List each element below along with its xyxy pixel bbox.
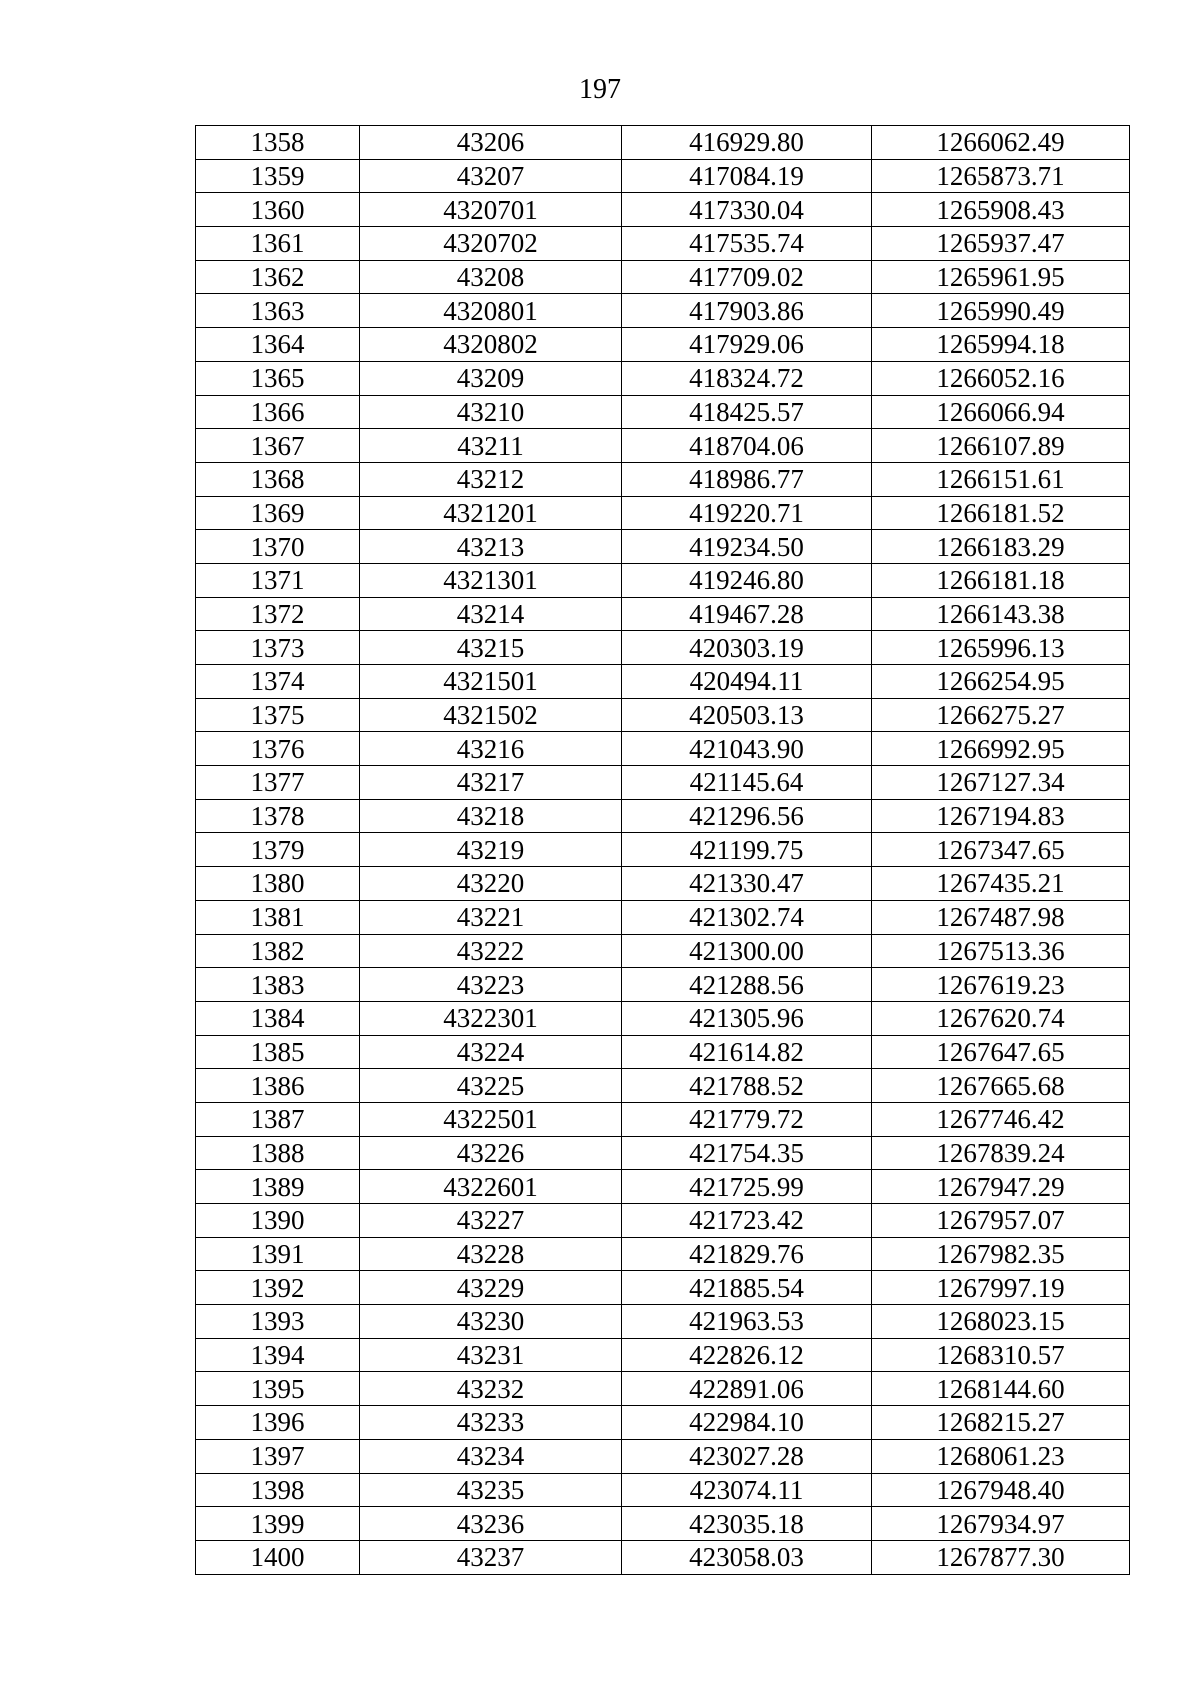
- x-coordinate-cell: 423058.03: [622, 1540, 872, 1574]
- y-coordinate-cell: 1267839.24: [872, 1136, 1130, 1170]
- table-row: [196, 227, 1130, 261]
- point-code-cell: 4321301: [360, 563, 622, 597]
- table-row: [196, 867, 1130, 901]
- x-coordinate-cell: 418425.57: [622, 395, 872, 429]
- table-row: [196, 260, 1130, 294]
- point-code-cell: 43218: [360, 799, 622, 833]
- point-number-cell: 1400: [196, 1540, 360, 1574]
- y-coordinate-cell: 1268215.27: [872, 1406, 1130, 1440]
- y-coordinate-cell: 1267435.21: [872, 867, 1130, 901]
- point-number-cell: 1396: [196, 1406, 360, 1440]
- point-code-cell: 4322601: [360, 1170, 622, 1204]
- point-number-cell: 1370: [196, 530, 360, 564]
- x-coordinate-cell: 421779.72: [622, 1102, 872, 1136]
- y-coordinate-cell: 1267647.65: [872, 1035, 1130, 1069]
- x-coordinate-cell: 419220.71: [622, 496, 872, 530]
- table-row: [196, 665, 1130, 699]
- x-coordinate-cell: 418324.72: [622, 361, 872, 395]
- y-coordinate-cell: 1267194.83: [872, 799, 1130, 833]
- y-coordinate-cell: 1266181.18: [872, 563, 1130, 597]
- point-number-cell: 1388: [196, 1136, 360, 1170]
- table-row: [196, 1136, 1130, 1170]
- point-code-cell: 43230: [360, 1305, 622, 1339]
- point-number-cell: 1375: [196, 698, 360, 732]
- y-coordinate-cell: 1268310.57: [872, 1338, 1130, 1372]
- point-number-cell: 1384: [196, 1001, 360, 1035]
- point-code-cell: 43216: [360, 732, 622, 766]
- table-row: [196, 1271, 1130, 1305]
- y-coordinate-cell: 1267957.07: [872, 1204, 1130, 1238]
- table-row: [196, 1507, 1130, 1541]
- point-number-cell: 1365: [196, 361, 360, 395]
- table-row: [196, 159, 1130, 193]
- x-coordinate-cell: 419467.28: [622, 597, 872, 631]
- point-number-cell: 1383: [196, 968, 360, 1002]
- point-number-cell: 1395: [196, 1372, 360, 1406]
- point-code-cell: 43208: [360, 260, 622, 294]
- y-coordinate-cell: 1266052.16: [872, 361, 1130, 395]
- table-row: [196, 1102, 1130, 1136]
- x-coordinate-cell: 420503.13: [622, 698, 872, 732]
- table-row: [196, 1406, 1130, 1440]
- point-number-cell: 1393: [196, 1305, 360, 1339]
- point-number-cell: 1394: [196, 1338, 360, 1372]
- point-code-cell: 43206: [360, 126, 622, 160]
- table-row: [196, 429, 1130, 463]
- table-row: [196, 833, 1130, 867]
- point-code-cell: 43229: [360, 1271, 622, 1305]
- point-code-cell: 43211: [360, 429, 622, 463]
- y-coordinate-cell: 1267513.36: [872, 934, 1130, 968]
- table-row: [196, 496, 1130, 530]
- coordinates-table: [195, 125, 1130, 1575]
- point-number-cell: 1398: [196, 1473, 360, 1507]
- table-row: [196, 294, 1130, 328]
- x-coordinate-cell: 419246.80: [622, 563, 872, 597]
- y-coordinate-cell: 1266107.89: [872, 429, 1130, 463]
- point-code-cell: 43234: [360, 1439, 622, 1473]
- point-code-cell: 43223: [360, 968, 622, 1002]
- point-number-cell: 1366: [196, 395, 360, 429]
- x-coordinate-cell: 417330.04: [622, 193, 872, 227]
- point-code-cell: 43221: [360, 900, 622, 934]
- x-coordinate-cell: 421885.54: [622, 1271, 872, 1305]
- table-row: [196, 631, 1130, 665]
- table-row: [196, 698, 1130, 732]
- table-row: [196, 597, 1130, 631]
- y-coordinate-cell: 1267746.42: [872, 1102, 1130, 1136]
- point-code-cell: 43222: [360, 934, 622, 968]
- point-code-cell: 4320802: [360, 328, 622, 362]
- point-number-cell: 1362: [196, 260, 360, 294]
- point-number-cell: 1389: [196, 1170, 360, 1204]
- x-coordinate-cell: 421300.00: [622, 934, 872, 968]
- y-coordinate-cell: 1267619.23: [872, 968, 1130, 1002]
- point-number-cell: 1363: [196, 294, 360, 328]
- point-code-cell: 43225: [360, 1069, 622, 1103]
- x-coordinate-cell: 423035.18: [622, 1507, 872, 1541]
- x-coordinate-cell: 417084.19: [622, 159, 872, 193]
- point-number-cell: 1382: [196, 934, 360, 968]
- point-number-cell: 1397: [196, 1439, 360, 1473]
- table-row: [196, 361, 1130, 395]
- x-coordinate-cell: 423027.28: [622, 1439, 872, 1473]
- y-coordinate-cell: 1266143.38: [872, 597, 1130, 631]
- table-row: [196, 900, 1130, 934]
- table-row: [196, 1540, 1130, 1574]
- y-coordinate-cell: 1267997.19: [872, 1271, 1130, 1305]
- x-coordinate-cell: 420494.11: [622, 665, 872, 699]
- y-coordinate-cell: 1266275.27: [872, 698, 1130, 732]
- y-coordinate-cell: 1265873.71: [872, 159, 1130, 193]
- x-coordinate-cell: 421302.74: [622, 900, 872, 934]
- table-row: [196, 1035, 1130, 1069]
- point-code-cell: 4320702: [360, 227, 622, 261]
- point-number-cell: 1367: [196, 429, 360, 463]
- y-coordinate-cell: 1268023.15: [872, 1305, 1130, 1339]
- x-coordinate-cell: 423074.11: [622, 1473, 872, 1507]
- point-code-cell: 43235: [360, 1473, 622, 1507]
- point-code-cell: 43231: [360, 1338, 622, 1372]
- y-coordinate-cell: 1265996.13: [872, 631, 1130, 665]
- point-number-cell: 1360: [196, 193, 360, 227]
- y-coordinate-cell: 1265937.47: [872, 227, 1130, 261]
- y-coordinate-cell: 1267347.65: [872, 833, 1130, 867]
- y-coordinate-cell: 1267982.35: [872, 1237, 1130, 1271]
- x-coordinate-cell: 416929.80: [622, 126, 872, 160]
- point-code-cell: 4320801: [360, 294, 622, 328]
- point-number-cell: 1369: [196, 496, 360, 530]
- x-coordinate-cell: 421296.56: [622, 799, 872, 833]
- x-coordinate-cell: 417903.86: [622, 294, 872, 328]
- y-coordinate-cell: 1266151.61: [872, 462, 1130, 496]
- x-coordinate-cell: 421043.90: [622, 732, 872, 766]
- point-code-cell: 4321201: [360, 496, 622, 530]
- point-code-cell: 43209: [360, 361, 622, 395]
- y-coordinate-cell: 1266181.52: [872, 496, 1130, 530]
- point-code-cell: 4322501: [360, 1102, 622, 1136]
- x-coordinate-cell: 421145.64: [622, 766, 872, 800]
- point-number-cell: 1368: [196, 462, 360, 496]
- point-number-cell: 1399: [196, 1507, 360, 1541]
- y-coordinate-cell: 1265908.43: [872, 193, 1130, 227]
- point-number-cell: 1390: [196, 1204, 360, 1238]
- table-row: [196, 1069, 1130, 1103]
- y-coordinate-cell: 1267934.97: [872, 1507, 1130, 1541]
- point-code-cell: 43226: [360, 1136, 622, 1170]
- point-code-cell: 43224: [360, 1035, 622, 1069]
- x-coordinate-cell: 421614.82: [622, 1035, 872, 1069]
- x-coordinate-cell: 421305.96: [622, 1001, 872, 1035]
- point-code-cell: 43213: [360, 530, 622, 564]
- table-row: [196, 968, 1130, 1002]
- point-number-cell: 1361: [196, 227, 360, 261]
- y-coordinate-cell: 1267487.98: [872, 900, 1130, 934]
- point-number-cell: 1379: [196, 833, 360, 867]
- table-row: [196, 193, 1130, 227]
- table-row: [196, 1473, 1130, 1507]
- x-coordinate-cell: 417709.02: [622, 260, 872, 294]
- table-row: [196, 126, 1130, 160]
- table-row: [196, 766, 1130, 800]
- table-row: [196, 934, 1130, 968]
- x-coordinate-cell: 421829.76: [622, 1237, 872, 1271]
- x-coordinate-cell: 421330.47: [622, 867, 872, 901]
- point-code-cell: 4321501: [360, 665, 622, 699]
- table-row: [196, 799, 1130, 833]
- point-number-cell: 1381: [196, 900, 360, 934]
- table-row: [196, 1204, 1130, 1238]
- x-coordinate-cell: 421754.35: [622, 1136, 872, 1170]
- y-coordinate-cell: 1267620.74: [872, 1001, 1130, 1035]
- x-coordinate-cell: 418986.77: [622, 462, 872, 496]
- point-code-cell: 43228: [360, 1237, 622, 1271]
- y-coordinate-cell: 1267948.40: [872, 1473, 1130, 1507]
- x-coordinate-cell: 421963.53: [622, 1305, 872, 1339]
- point-number-cell: 1391: [196, 1237, 360, 1271]
- x-coordinate-cell: 421288.56: [622, 968, 872, 1002]
- point-code-cell: 43215: [360, 631, 622, 665]
- x-coordinate-cell: 417929.06: [622, 328, 872, 362]
- point-number-cell: 1371: [196, 563, 360, 597]
- table-row: [196, 1170, 1130, 1204]
- table-row: [196, 732, 1130, 766]
- table-row: [196, 328, 1130, 362]
- point-code-cell: 43236: [360, 1507, 622, 1541]
- table-row: [196, 395, 1130, 429]
- x-coordinate-cell: 419234.50: [622, 530, 872, 564]
- point-code-cell: 43219: [360, 833, 622, 867]
- point-code-cell: 4322301: [360, 1001, 622, 1035]
- point-number-cell: 1358: [196, 126, 360, 160]
- point-code-cell: 4321502: [360, 698, 622, 732]
- point-number-cell: 1373: [196, 631, 360, 665]
- x-coordinate-cell: 421788.52: [622, 1069, 872, 1103]
- point-number-cell: 1385: [196, 1035, 360, 1069]
- point-code-cell: 43212: [360, 462, 622, 496]
- point-number-cell: 1377: [196, 766, 360, 800]
- y-coordinate-cell: 1267947.29: [872, 1170, 1130, 1204]
- point-number-cell: 1376: [196, 732, 360, 766]
- point-code-cell: 43237: [360, 1540, 622, 1574]
- point-code-cell: 4320701: [360, 193, 622, 227]
- y-coordinate-cell: 1267127.34: [872, 766, 1130, 800]
- x-coordinate-cell: 417535.74: [622, 227, 872, 261]
- y-coordinate-cell: 1268061.23: [872, 1439, 1130, 1473]
- point-number-cell: 1364: [196, 328, 360, 362]
- y-coordinate-cell: 1266992.95: [872, 732, 1130, 766]
- table-row: [196, 1372, 1130, 1406]
- table-row: [196, 1439, 1130, 1473]
- table-row: [196, 1001, 1130, 1035]
- y-coordinate-cell: 1265990.49: [872, 294, 1130, 328]
- point-number-cell: 1372: [196, 597, 360, 631]
- point-number-cell: 1392: [196, 1271, 360, 1305]
- point-code-cell: 43207: [360, 159, 622, 193]
- table-row: [196, 563, 1130, 597]
- x-coordinate-cell: 422891.06: [622, 1372, 872, 1406]
- table-row: [196, 530, 1130, 564]
- y-coordinate-cell: 1266066.94: [872, 395, 1130, 429]
- y-coordinate-cell: 1267665.68: [872, 1069, 1130, 1103]
- point-number-cell: 1359: [196, 159, 360, 193]
- y-coordinate-cell: 1265994.18: [872, 328, 1130, 362]
- x-coordinate-cell: 420303.19: [622, 631, 872, 665]
- y-coordinate-cell: 1268144.60: [872, 1372, 1130, 1406]
- point-code-cell: 43232: [360, 1372, 622, 1406]
- x-coordinate-cell: 422984.10: [622, 1406, 872, 1440]
- x-coordinate-cell: 422826.12: [622, 1338, 872, 1372]
- point-number-cell: 1374: [196, 665, 360, 699]
- y-coordinate-cell: 1266062.49: [872, 126, 1130, 160]
- point-code-cell: 43210: [360, 395, 622, 429]
- x-coordinate-cell: 421199.75: [622, 833, 872, 867]
- point-number-cell: 1386: [196, 1069, 360, 1103]
- point-number-cell: 1387: [196, 1102, 360, 1136]
- y-coordinate-cell: 1267877.30: [872, 1540, 1130, 1574]
- point-number-cell: 1380: [196, 867, 360, 901]
- table-body: [196, 126, 1130, 1575]
- y-coordinate-cell: 1265961.95: [872, 260, 1130, 294]
- table-row: [196, 462, 1130, 496]
- table-row: [196, 1338, 1130, 1372]
- page-number: 197: [579, 74, 621, 105]
- point-code-cell: 43227: [360, 1204, 622, 1238]
- x-coordinate-cell: 418704.06: [622, 429, 872, 463]
- point-code-cell: 43214: [360, 597, 622, 631]
- point-code-cell: 43233: [360, 1406, 622, 1440]
- table-row: [196, 1237, 1130, 1271]
- x-coordinate-cell: 421725.99: [622, 1170, 872, 1204]
- y-coordinate-cell: 1266254.95: [872, 665, 1130, 699]
- point-number-cell: 1378: [196, 799, 360, 833]
- table-row: [196, 1305, 1130, 1339]
- point-code-cell: 43220: [360, 867, 622, 901]
- point-code-cell: 43217: [360, 766, 622, 800]
- x-coordinate-cell: 421723.42: [622, 1204, 872, 1238]
- y-coordinate-cell: 1266183.29: [872, 530, 1130, 564]
